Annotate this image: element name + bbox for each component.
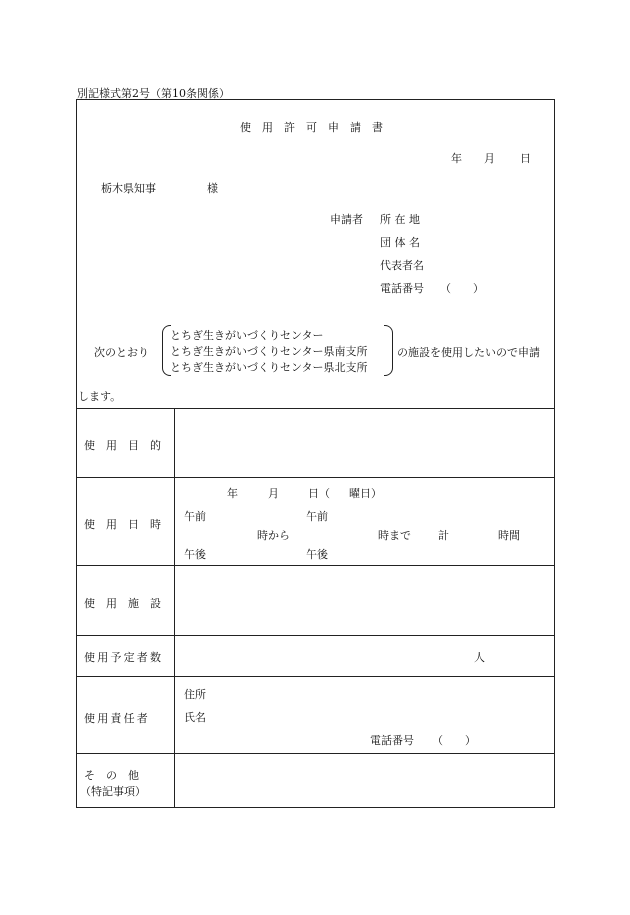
facility-option-south: とちぎ生きがいづくりセンター県南支所 [170, 345, 368, 358]
time-total: 計 [438, 529, 449, 542]
headcount-unit: 人 [474, 651, 485, 664]
applicant-rep-label: 代表者名 [380, 259, 424, 272]
applicant-address-label: 所 在 地 [380, 213, 420, 226]
datetime-weekday: 曜日） [349, 487, 382, 500]
table-divider [76, 635, 555, 636]
facility-option-main: とちぎ生きがいづくりセンター [170, 329, 324, 342]
date-day-label: 日 [520, 152, 531, 165]
closing-text: します。 [78, 390, 122, 403]
end-am: 午前 [306, 510, 328, 523]
datetime-label: 使 用 日 時 [84, 518, 161, 531]
honorific: 様 [207, 182, 218, 195]
responsible-label: 使用責任者 [84, 712, 150, 725]
form-number: 別記様式第2号（第10条関係） [77, 87, 230, 100]
addressee: 栃木県知事 [101, 182, 156, 195]
facility-label: 使 用 施 設 [84, 597, 161, 610]
table-divider [76, 408, 555, 409]
purpose-label: 使 用 目 的 [84, 439, 161, 452]
table-divider [76, 565, 555, 566]
intro-suffix: の施設を使用したいので申請 [397, 346, 540, 359]
end-pm: 午後 [306, 548, 328, 561]
facility-field[interactable] [178, 569, 550, 631]
start-am: 午前 [184, 510, 206, 523]
datetime-month: 月 [268, 487, 279, 500]
table-divider [76, 676, 555, 677]
time-from: 時から [257, 529, 290, 542]
datetime-day: 日（ [308, 487, 330, 500]
other-label: そ の 他 [84, 769, 139, 782]
table-column-divider [174, 408, 175, 807]
applicant-phone-parens: （ ） [440, 282, 484, 295]
applicant-label: 申請者 [330, 213, 363, 226]
facility-brace-right [384, 325, 393, 376]
applicant-phone-label: 電話番号 [380, 282, 424, 295]
intro-text: 次のとおり [94, 346, 149, 359]
responsible-phone-parens: （ ） [432, 734, 476, 747]
datetime-year: 年 [227, 487, 238, 500]
responsible-address-label: 住所 [184, 688, 206, 701]
table-divider [76, 753, 555, 754]
time-to: 時まで [378, 529, 411, 542]
other-sublabel: （特記事項） [80, 785, 146, 798]
responsible-name-label: 氏名 [184, 711, 206, 724]
applicant-org-label: 団 体 名 [380, 236, 420, 249]
responsible-phone-label: 電話番号 [370, 734, 414, 747]
date-month-label: 月 [484, 152, 495, 165]
facility-option-north: とちぎ生きがいづくりセンター県北支所 [170, 361, 368, 374]
other-field[interactable] [178, 757, 550, 803]
headcount-label: 使用予定者数 [84, 651, 164, 664]
table-divider [76, 477, 555, 478]
time-hours: 時間 [498, 529, 520, 542]
form-title: 使 用 許 可 申 請 書 [240, 121, 383, 134]
date-year-label: 年 [451, 152, 462, 165]
start-pm: 午後 [184, 548, 206, 561]
purpose-field[interactable] [178, 412, 550, 472]
